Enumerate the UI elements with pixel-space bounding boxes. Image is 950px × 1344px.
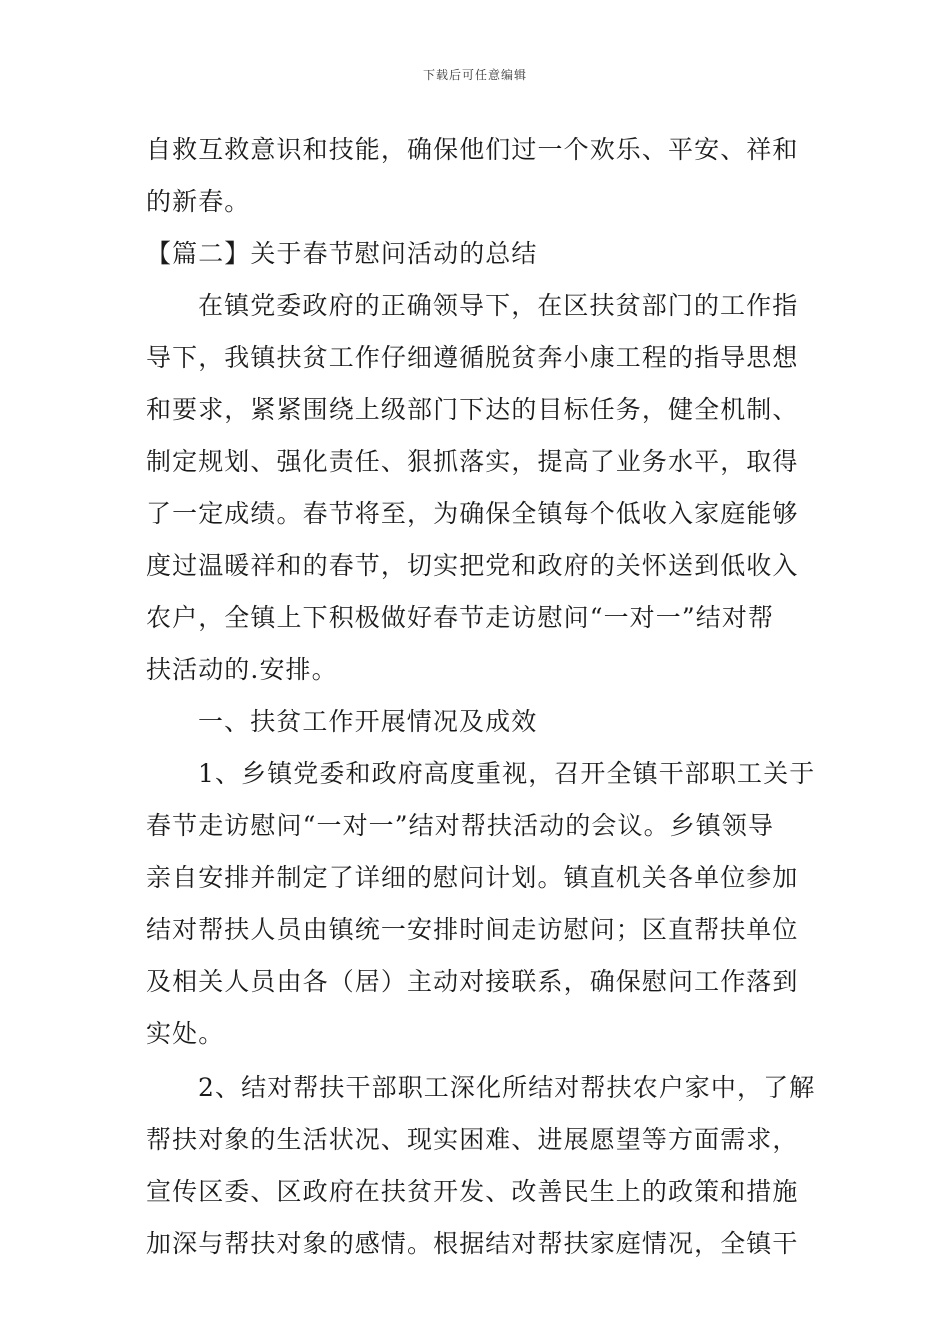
section-heading: 【篇二】关于春节慰问活动的总结 bbox=[146, 239, 538, 268]
paragraph-line: 农户，全镇上下积极做好春节走访慰问“一对一”结对帮 bbox=[146, 603, 775, 632]
paragraph-line: 自救互救意识和技能，确保他们过一个欢乐、平安、祥和 bbox=[146, 135, 799, 164]
paragraph-line: 结对帮扶人员由镇统一安排时间走访慰问；区直帮扶单位 bbox=[146, 915, 799, 944]
paragraph-line: 导下，我镇扶贫工作仔细遵循脱贫奔小康工程的指导思想 bbox=[146, 343, 799, 372]
paragraph-line: 的新春。 bbox=[146, 187, 251, 216]
paragraph-line: 扶活动的.安排。 bbox=[146, 655, 338, 684]
paragraph-line: 加深与帮扶对象的感情。根据结对帮扶家庭情况，全镇干 bbox=[146, 1229, 799, 1258]
paragraph-line: 度过温暖祥和的春节，切实把党和政府的关怀送到低收入 bbox=[146, 551, 799, 580]
paragraph-line: 了一定成绩。春节将至，为确保全镇每个低收入家庭能够 bbox=[146, 499, 799, 528]
paragraph-line: 实处。 bbox=[146, 1019, 225, 1048]
paragraph-line: 2、结对帮扶干部职工深化所结对帮扶农户家中，了解 bbox=[198, 1073, 816, 1102]
paragraph-line: 帮扶对象的生活状况、现实困难、进展愿望等方面需求， bbox=[146, 1125, 799, 1154]
paragraph-line: 宣传区委、区政府在扶贫开发、改善民生上的政策和措施 bbox=[146, 1177, 799, 1206]
paragraph-line: 1、乡镇党委和政府高度重视，召开全镇干部职工关于 bbox=[198, 759, 816, 788]
paragraph-line: 和要求，紧紧围绕上级部门下达的目标任务，健全机制、 bbox=[146, 395, 799, 424]
paragraph-line: 亲自安排并制定了详细的慰问计划。镇直机关各单位参加 bbox=[146, 863, 799, 892]
page-header-note: 下载后可任意编辑 bbox=[422, 68, 527, 82]
subsection-heading: 一、扶贫工作开展情况及成效 bbox=[198, 707, 538, 736]
paragraph-line: 春节走访慰问“一对一”结对帮扶活动的会议。乡镇领导 bbox=[146, 811, 775, 840]
paragraph-line: 在镇党委政府的正确领导下，在区扶贫部门的工作指 bbox=[198, 291, 799, 320]
paragraph-line: 制定规划、强化责任、狠抓落实，提高了业务水平，取得 bbox=[146, 447, 799, 476]
paragraph-line: 及相关人员由各（居）主动对接联系，确保慰问工作落到 bbox=[146, 967, 799, 996]
document-body bbox=[146, 124, 816, 1270]
